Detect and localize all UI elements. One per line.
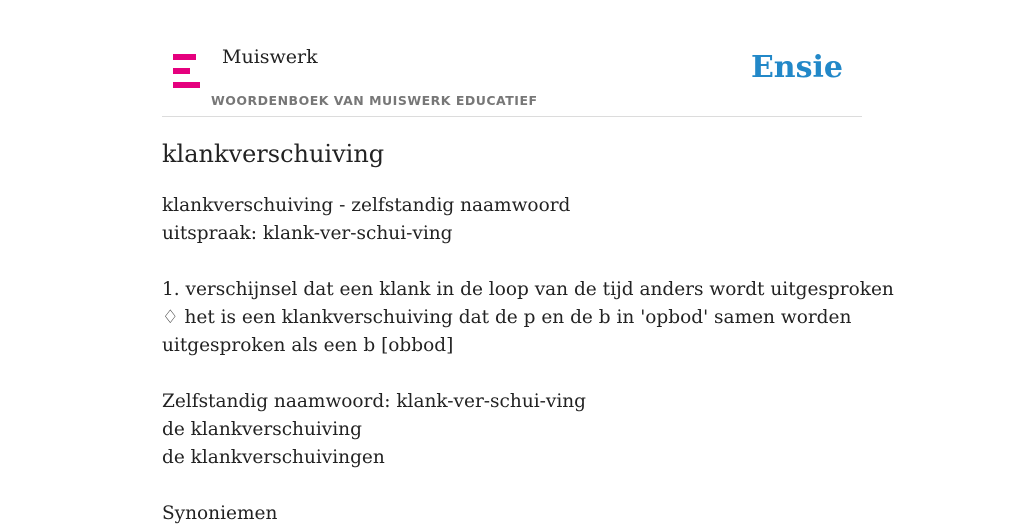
definition-line: 1. verschijnsel dat een klank in de loop van de tijd anders wordt uitgesproken <box>162 279 894 300</box>
site-header <box>162 0 862 117</box>
noun-line: Zelfstandig naamwoord: klank-ver-schui-ving <box>162 391 587 412</box>
singular-form: de klankverschuiving <box>162 419 362 440</box>
spacer <box>162 472 862 500</box>
ensie-brand-link[interactable]: Ensie <box>750 50 843 85</box>
plural-form: de klankverschuivingen <box>162 447 385 468</box>
muiswerk-logo-icon[interactable] <box>173 54 200 88</box>
example-line-continued: uitgesproken als een b [obbod] <box>162 335 454 356</box>
spacer <box>162 360 862 388</box>
synonyms-heading: Synoniemen <box>162 503 278 524</box>
word-class-line: klankverschuiving - zelfstandig naamwoord <box>162 195 571 216</box>
site-name[interactable]: Muiswerk <box>222 46 318 68</box>
pronunciation-line: uitspraak: klank-ver-schui-ving <box>162 223 453 244</box>
example-line: ♢ het is een klankverschuiving dat de p en de b in 'opbod' samen worden <box>162 307 852 328</box>
site-subtitle: WOORDENBOEK VAN MUISWERK EDUCATIEF <box>211 93 538 108</box>
entry-content <box>162 192 894 528</box>
page-title: klankverschuiving <box>162 140 385 168</box>
spacer <box>162 248 862 276</box>
